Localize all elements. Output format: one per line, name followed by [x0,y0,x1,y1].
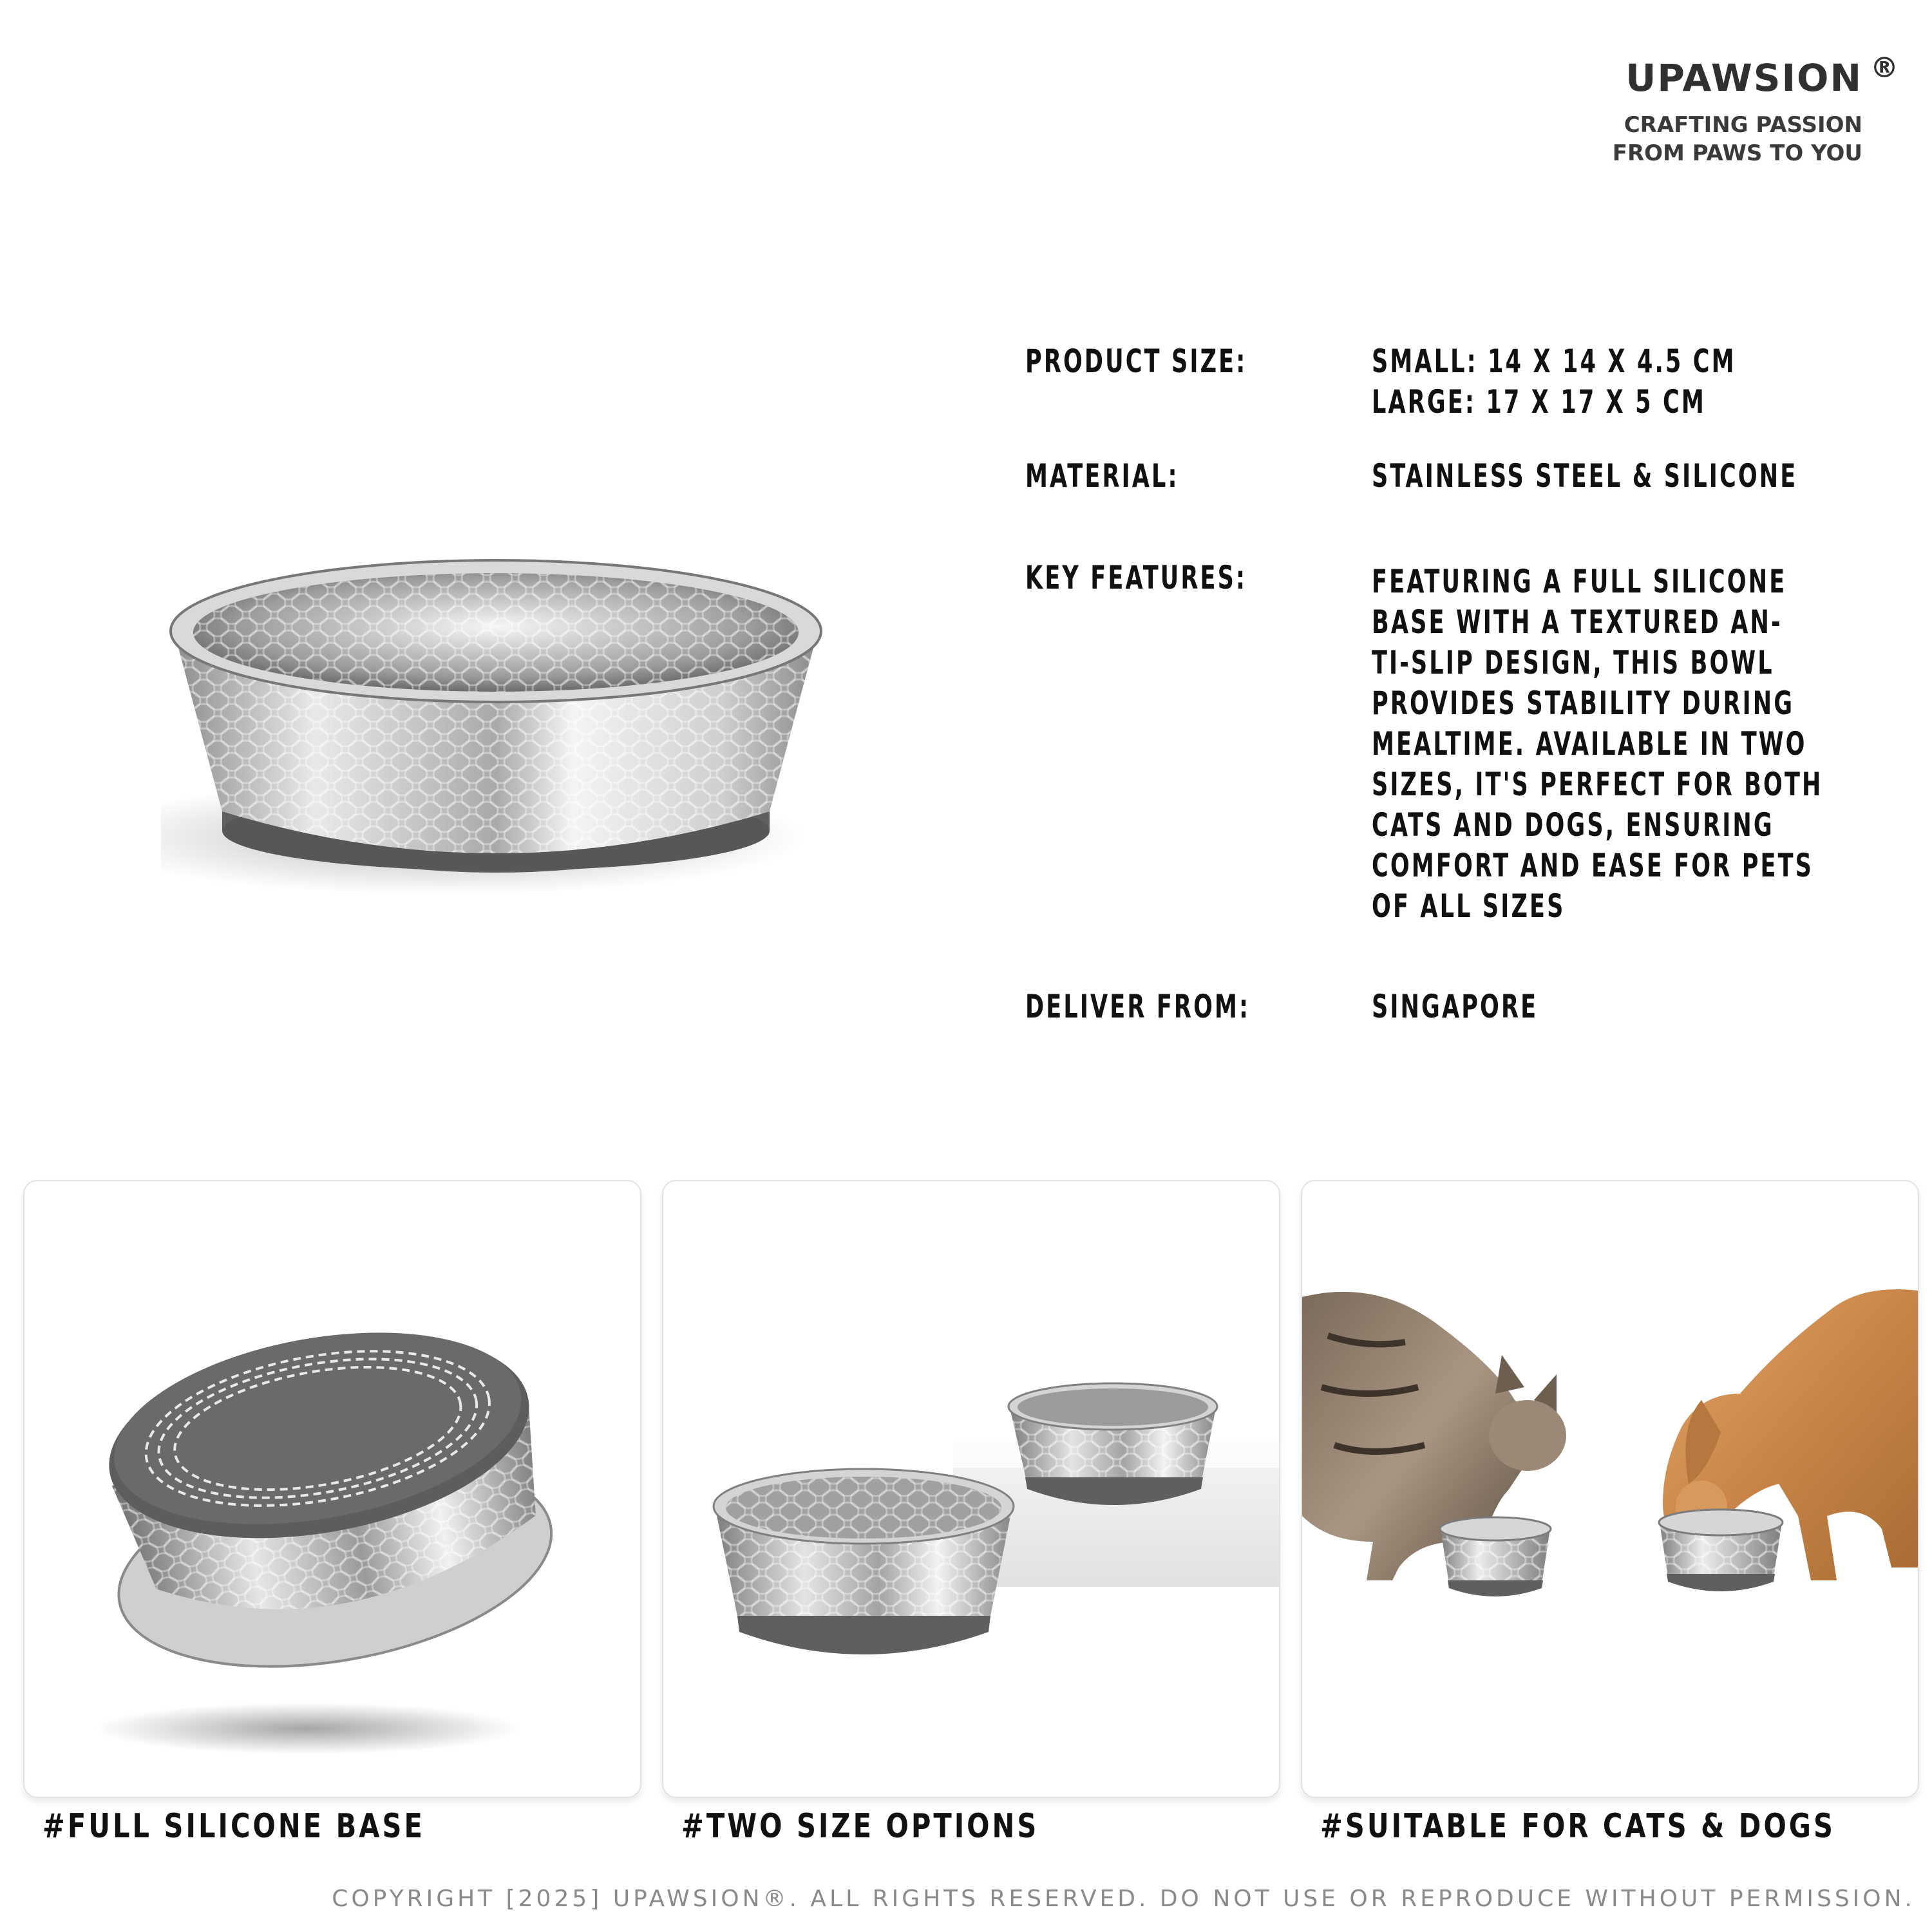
product-size-small: SMALL: 14 X 14 X 4.5 CM [1372,343,1736,380]
key-features-line: TI-SLIP DESIGN, THIS BOWL [1372,644,1774,681]
key-features-text [1372,562,1854,927]
hero-bowl-image [161,554,831,914]
caption-cats-dogs: #SUITABLE FOR CATS & DOGS [1320,1807,1835,1846]
panel-two-sizes [662,1180,1280,1798]
deliver-from-label: DELIVER FROM: [1025,988,1251,1025]
product-size-label: PRODUCT SIZE: [1025,343,1247,380]
key-features-line: MEALTIME. AVAILABLE IN TWO [1372,725,1807,762]
brand-tagline [1613,111,1862,167]
key-features-line: OF ALL SIZES [1372,887,1566,925]
product-size-large: LARGE: 17 X 17 X 5 CM [1372,383,1706,421]
copyright-notice: COPYRIGHT [2025] UPAWSION®. ALL RIGHTS RESERVED. DO NOT USE OR REPRODUCE WITHOUT PERMISSION. [332,1886,1915,1912]
key-features-line: BASE WITH A TEXTURED AN- [1372,603,1783,641]
registered-mark: ® [1870,52,1900,84]
deliver-from-value: SINGAPORE [1372,988,1539,1025]
brand-logo [1613,52,1900,100]
material-label: MATERIAL: [1025,457,1179,495]
brand-name: UPAWSION [1625,56,1862,100]
upside-down-bowl-image [24,1181,640,1797]
key-features-line: PROVIDES STABILITY DURING [1372,685,1795,722]
tagline-line-1: CRAFTING PASSION [1624,112,1862,138]
key-features-line: SIZES, IT'S PERFECT FOR BOTH [1372,766,1823,803]
panel-silicone-base [23,1180,641,1798]
key-features-line: COMFORT AND EASE FOR PETS [1372,847,1814,884]
tagline-line-2: FROM PAWS TO YOU [1612,140,1862,166]
two-bowls-image [663,1181,1279,1797]
cat-dog-eating-image [1302,1181,1918,1797]
brand-block [1612,52,1900,167]
caption-two-sizes: #TWO SIZE OPTIONS [681,1807,1039,1846]
caption-silicone-base: #FULL SILICONE BASE [43,1807,425,1846]
material-value: STAINLESS STEEL & SILICONE [1372,457,1798,495]
key-features-line: FEATURING A FULL SILICONE [1372,563,1787,600]
key-features-label: KEY FEATURES: [1025,559,1247,596]
key-features-line: CATS AND DOGS, ENSURING [1372,806,1774,844]
panel-cats-dogs [1301,1180,1919,1798]
